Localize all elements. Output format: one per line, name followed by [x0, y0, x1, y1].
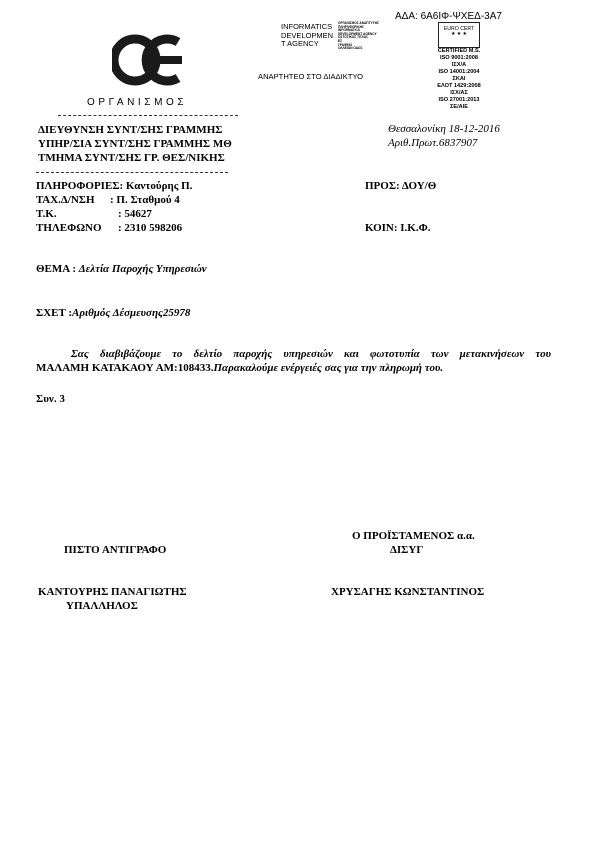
reference-text: Αριθμός Δέσμευσης25978 — [72, 307, 191, 319]
organization-logo — [112, 33, 184, 87]
posted-online-notice: ΑΝΑΡΤΗΤΕΟ ΣΤΟ ΔΙΑΔΙΚΤΥΟ — [258, 72, 363, 81]
logo-divider — [58, 115, 238, 116]
agency-small-print: ΟΡΓΑΝΙΣΜΟΣ ΑΝΑΠΤΥΞΗΣ ΠΛΗΡΟΦΟΡΙΚΗΣ INFORMATICS DEVELOPMENT AGENCY ΩΣΤΟΤΙΚΟΣ ΤΙΤΛΟΣ ΕΣ ΓΡΑΦΕΙΟ ΟΛΛΕΙΩΝ ΟΔΟΣ — [338, 21, 379, 51]
zip-label: Τ.Κ. — [36, 208, 57, 220]
eurocert-seal — [438, 22, 480, 48]
header-line: ΥΠΗΡ/ΣΙΑ ΣΥΝΤ/ΣΗΣ ΓΡΑΜΜΗΣ ΜΘ — [38, 138, 232, 150]
body-line-1: Σας διαβιβάζουμε το δελτίο παροχής υπηρεσιών και φωτοτυπία των μετακινήσεων του — [71, 348, 551, 360]
signer-name: ΧΡΥΣΑΓΗΣ ΚΩΝΣΤΑΝΤΙΝΟΣ — [331, 586, 485, 598]
certification-list: CERTIFIED M.S. ISO 9001:2008 ΙΣΧ/Α ISO 14001:2004 ΣΚΑΙ ΕΛΟΤ 1429:2008 ΙΣΧ/ΑΣ ISO 27001:2013 ΣΕ/ΑΙΕ — [437, 48, 481, 110]
ada-number: ΑΔΑ: 6Α6ΙΦ-ΨΧΕΔ-3Α7 — [395, 11, 502, 22]
employee-name: ΚΑΝΤΟΥΡΗΣ ΠΑΝΑΓΙΩΤΗΣ — [38, 586, 187, 598]
carbon-copy: ΚΟΙΝ: Ι.Κ.Φ. — [365, 222, 431, 234]
reference-label: ΣΧΕΤ : — [36, 307, 73, 319]
protocol-number: Αριθ.Πρωτ.6837907 — [388, 137, 478, 149]
stars-icon: ★ ★ ★ — [451, 32, 467, 37]
agency-name — [281, 23, 333, 49]
agency-line: T AGENCY — [281, 39, 319, 49]
phone-label: ΤΗΛΕΦΩΝΟ — [36, 222, 102, 234]
attachments: Συν. 3 — [36, 393, 65, 405]
body-line-2 — [36, 362, 443, 374]
agency-line: DEVELOPMEN — [281, 30, 334, 40]
zip-value: : 54627 — [118, 208, 152, 220]
reference — [36, 307, 190, 319]
organization-name: ΟΡΓΑΝΙΣΜΟΣ — [87, 97, 188, 108]
department-header — [38, 123, 232, 165]
employee-role: ΥΠΑΛΛΗΛΟΣ — [66, 600, 138, 612]
eurocert-badge-text: EURO CERT — [443, 26, 475, 32]
body-request: Παρακαλούμε ενέργειές σας για την πληρωμή του. — [213, 362, 444, 374]
subject — [36, 263, 207, 275]
subject-label: ΘΕΜΑ : — [36, 263, 77, 275]
recipient: ΠΡΟΣ: ΔΟΥ/Θ — [365, 180, 437, 192]
address-value: : Π. Σταθμού 4 — [110, 194, 180, 206]
header-divider — [36, 172, 228, 173]
info-contact: ΠΛΗΡΟΦΟΡΙΕΣ: Καντούρης Π. — [36, 180, 193, 192]
true-copy-label: ΠΙΣΤΟ ΑΝΤΙΓΡΑΦΟ — [64, 544, 167, 556]
head-title: Ο ΠΡΟΪΣΤΑΜΕΝΟΣ α.α. — [352, 530, 475, 542]
place-date: Θεσσαλονίκη 18-12-2016 — [388, 123, 500, 135]
employee-reference: ΜΑΛΑΜΗ ΚΑΤΑΚΑΟΥ ΑΜ:108433. — [36, 362, 214, 374]
header-line: ΔΙΕΥΘΥΝΣΗ ΣΥΝΤ/ΣΗΣ ΓΡΑΜΜΗΣ — [38, 124, 223, 136]
phone-value: : 2310 598206 — [118, 222, 183, 234]
subject-text: Δελτία Παροχής Υπηρεσιών — [78, 263, 207, 275]
logo-mark-icon — [112, 33, 184, 87]
head-department: ΔΙΣΥΓ — [390, 544, 424, 556]
address-label: ΤΑΧ.Δ/ΝΣΗ — [36, 194, 95, 206]
header-line: ΤΜΗΜΑ ΣΥΝΤ/ΣΗΣ ΓΡ. ΘΕΣ/ΝΙΚΗΣ — [38, 152, 225, 164]
agency-line: INFORMATICS — [281, 22, 333, 31]
